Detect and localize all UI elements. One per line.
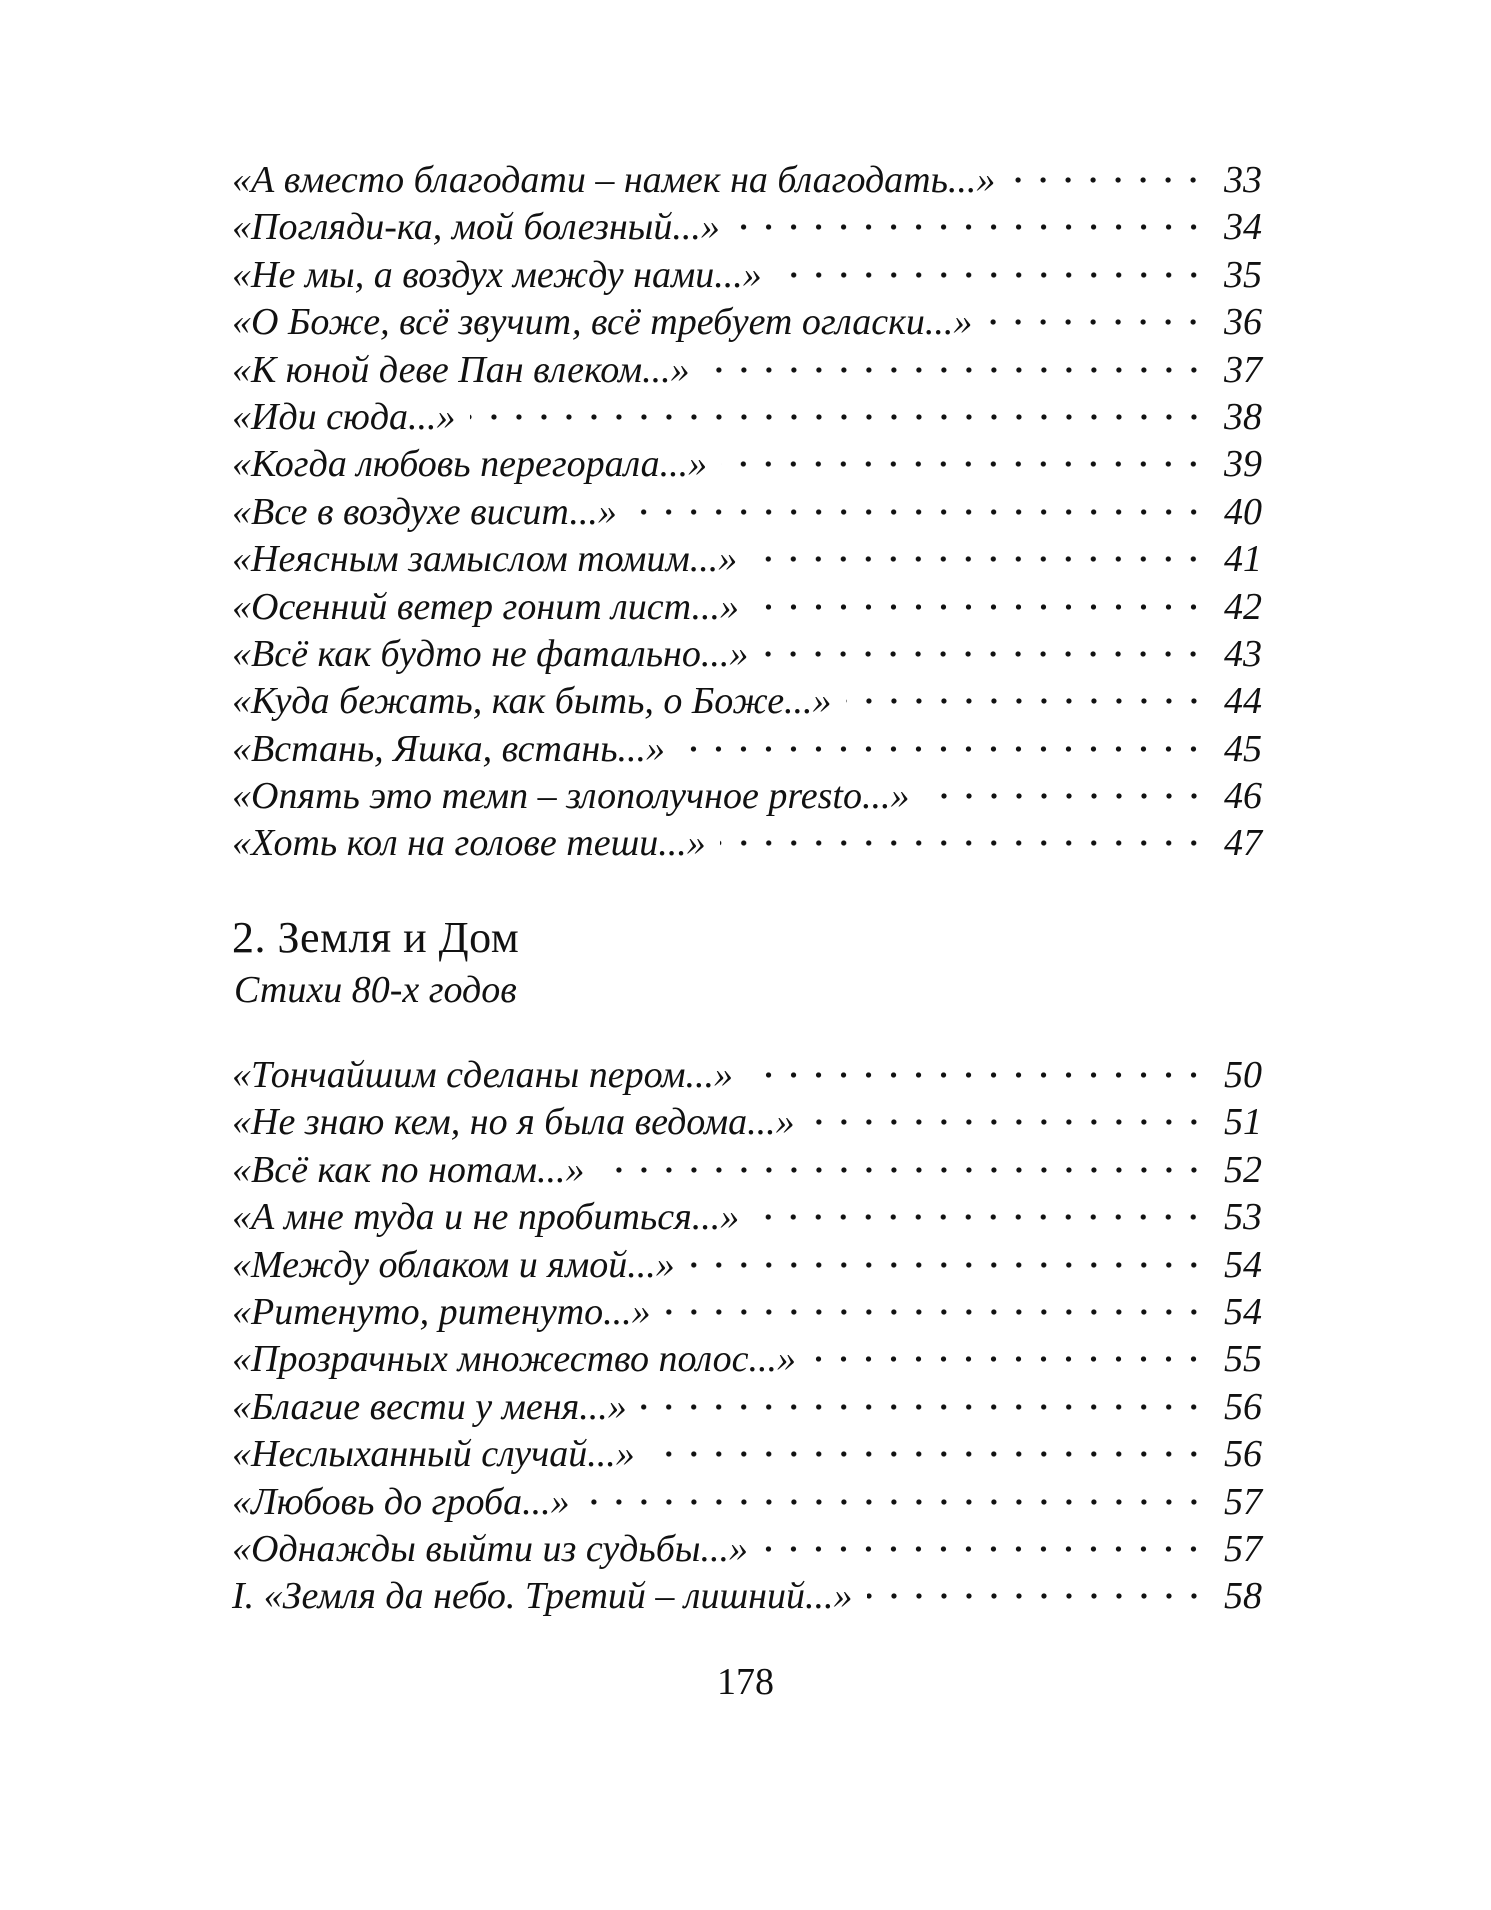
dot-leader (753, 597, 1206, 617)
toc-entry-page: 47 (1224, 822, 1262, 865)
toc-entry-title: «Любовь до гроба...» (232, 1480, 584, 1524)
toc-entry[interactable] (232, 1432, 1262, 1479)
toc-entry[interactable] (232, 632, 1262, 679)
toc-entry-title: «Тончайшим сделаны пером...» (232, 1053, 747, 1097)
section-heading: 2. Земля и Дом (232, 913, 520, 962)
toc-entry-page: 42 (1224, 585, 1262, 628)
toc-entry-title: «Всё как будто не фатально...» (232, 632, 762, 676)
dot-leader (470, 407, 1206, 427)
toc-entry-title: «Неясным замыслом томим...» (232, 537, 751, 581)
toc-entry-title: «Между облаком и ямой...» (232, 1243, 689, 1287)
toc-entry-title: «Когда любовь перегорала...» (232, 442, 721, 486)
dot-leader (720, 833, 1206, 853)
toc-entry-title: «Иди сюда...» (232, 395, 470, 439)
dot-leader (867, 1586, 1206, 1606)
toc-entry-page: 35 (1224, 253, 1262, 296)
toc-list-part2 (232, 1053, 1262, 1622)
toc-entry-page: 45 (1224, 727, 1262, 770)
toc-entry[interactable] (232, 205, 1262, 252)
dot-leader (1009, 170, 1206, 190)
dot-leader (641, 1397, 1206, 1417)
toc-entry-title: «Осенний ветер гонит лист...» (232, 585, 753, 629)
toc-entry-title: «Погляди-ка, мой болезный...» (232, 205, 734, 249)
toc-entry[interactable] (232, 1243, 1262, 1290)
dot-leader (649, 1444, 1206, 1464)
toc-entry[interactable] (232, 1337, 1262, 1384)
toc-entry[interactable] (232, 158, 1262, 205)
dot-leader (599, 1160, 1206, 1180)
toc-entry[interactable] (232, 727, 1262, 774)
dot-leader (721, 454, 1206, 474)
dot-leader (762, 1539, 1206, 1559)
page-number: 178 (717, 1661, 774, 1703)
toc-entry[interactable] (232, 1195, 1262, 1242)
toc-entry-title: «Встань, Яшка, встань...» (232, 727, 679, 771)
toc-entry-title: «Не знаю кем, но я была ведома...» (232, 1100, 809, 1144)
toc-entry-title: «А вместо благодати – намек на благодать...» (232, 158, 1009, 202)
toc-entry-title: «Неслыханный случай...» (232, 1432, 649, 1476)
toc-entry-page: 46 (1224, 775, 1262, 818)
toc-entry-title: «Не мы, а воздух между нами...» (232, 253, 776, 297)
toc-entry[interactable] (232, 442, 1262, 489)
toc-entry[interactable] (232, 1480, 1262, 1527)
toc-entry-page: 36 (1224, 301, 1262, 344)
toc-entry[interactable] (232, 1574, 1262, 1621)
toc-entry-title: «А мне туда и не пробиться...» (232, 1195, 753, 1239)
toc-entry-title: «О Боже, всё звучит, всё требует огласки...» (232, 300, 986, 344)
toc-entry[interactable] (232, 1290, 1262, 1337)
toc-entry-page: 34 (1224, 206, 1262, 249)
toc-entry-page: 33 (1224, 159, 1262, 201)
dot-leader (751, 549, 1206, 569)
toc-entry[interactable] (232, 585, 1262, 632)
toc-entry-page: 52 (1224, 1148, 1262, 1191)
toc-entry-title: «Хоть кол на голове теши...» (232, 821, 720, 865)
dot-leader (665, 1302, 1206, 1322)
toc-entry-page: 56 (1224, 1433, 1262, 1476)
toc-entry-page: 58 (1224, 1575, 1262, 1618)
dot-leader (846, 691, 1206, 711)
toc-entry-title: «Однажды выйти из судьбы...» (232, 1527, 762, 1571)
dot-leader (924, 786, 1207, 806)
toc-entry-page: 57 (1224, 1527, 1262, 1570)
dot-leader (704, 360, 1206, 380)
toc-entry-page: 54 (1224, 1290, 1262, 1333)
toc-entry-page: 54 (1224, 1243, 1262, 1286)
toc-entry-page: 55 (1224, 1338, 1262, 1381)
toc-entry-title: «Всё как по нотам...» (232, 1148, 599, 1192)
toc-entry[interactable] (232, 1053, 1262, 1100)
toc-entry-page: 43 (1224, 632, 1262, 675)
dot-leader (679, 739, 1206, 759)
dot-leader (809, 1112, 1206, 1132)
dot-leader (631, 502, 1206, 522)
toc-entry-page: 41 (1224, 538, 1262, 581)
section-subtitle: Стихи 80-х годов (234, 969, 517, 1011)
toc-entry-title: «К юной деве Пан влеком...» (232, 348, 704, 392)
toc-entry[interactable] (232, 774, 1262, 821)
toc-entry-page: 44 (1224, 680, 1262, 723)
toc-entry[interactable] (232, 821, 1262, 868)
toc-entry-title: I. «Земля да небо. Третий – лишний...» (232, 1574, 867, 1618)
toc-entry-page: 51 (1224, 1101, 1262, 1144)
toc-entry[interactable] (232, 490, 1262, 537)
toc-entry[interactable] (232, 253, 1262, 300)
dot-leader (584, 1492, 1206, 1512)
toc-entry-title: «Прозрачных множество полос...» (232, 1337, 810, 1381)
toc-entry-title: «Все в воздухе висит...» (232, 490, 631, 534)
toc-entry-title: «Куда бежать, как быть, о Боже...» (232, 679, 846, 723)
dot-leader (776, 265, 1206, 285)
dot-leader (753, 1207, 1206, 1227)
toc-entry-page: 39 (1224, 443, 1262, 486)
toc-entry-page: 37 (1224, 348, 1262, 391)
toc-entry[interactable] (232, 1527, 1262, 1574)
toc-entry[interactable] (232, 300, 1262, 347)
toc-entry[interactable] (232, 1100, 1262, 1147)
dot-leader (734, 217, 1206, 237)
toc-entry[interactable] (232, 348, 1262, 395)
toc-entry-page: 57 (1224, 1480, 1262, 1523)
toc-entry[interactable] (232, 1148, 1262, 1195)
toc-entry[interactable] (232, 1385, 1262, 1432)
dot-leader (689, 1255, 1206, 1275)
toc-entry-title: «Благие вести у меня...» (232, 1385, 641, 1429)
dot-leader (762, 644, 1206, 664)
toc-entry-page: 40 (1224, 490, 1262, 533)
toc-entry-page: 56 (1224, 1385, 1262, 1428)
toc-entry[interactable] (232, 679, 1262, 726)
dot-leader (986, 312, 1206, 332)
toc-entry-title: «Опять это темп – злополучное presto...» (232, 774, 924, 818)
toc-entry-page: 50 (1224, 1054, 1262, 1096)
toc-list-part1 (232, 158, 1262, 869)
toc-entry-page: 38 (1224, 395, 1262, 438)
toc-entry-page: 53 (1224, 1196, 1262, 1239)
toc-entry[interactable] (232, 537, 1262, 584)
toc-entry[interactable] (232, 395, 1262, 442)
toc-entry-title: «Ритенуто, ритенуто...» (232, 1290, 665, 1334)
dot-leader (747, 1065, 1206, 1085)
dot-leader (810, 1349, 1206, 1369)
